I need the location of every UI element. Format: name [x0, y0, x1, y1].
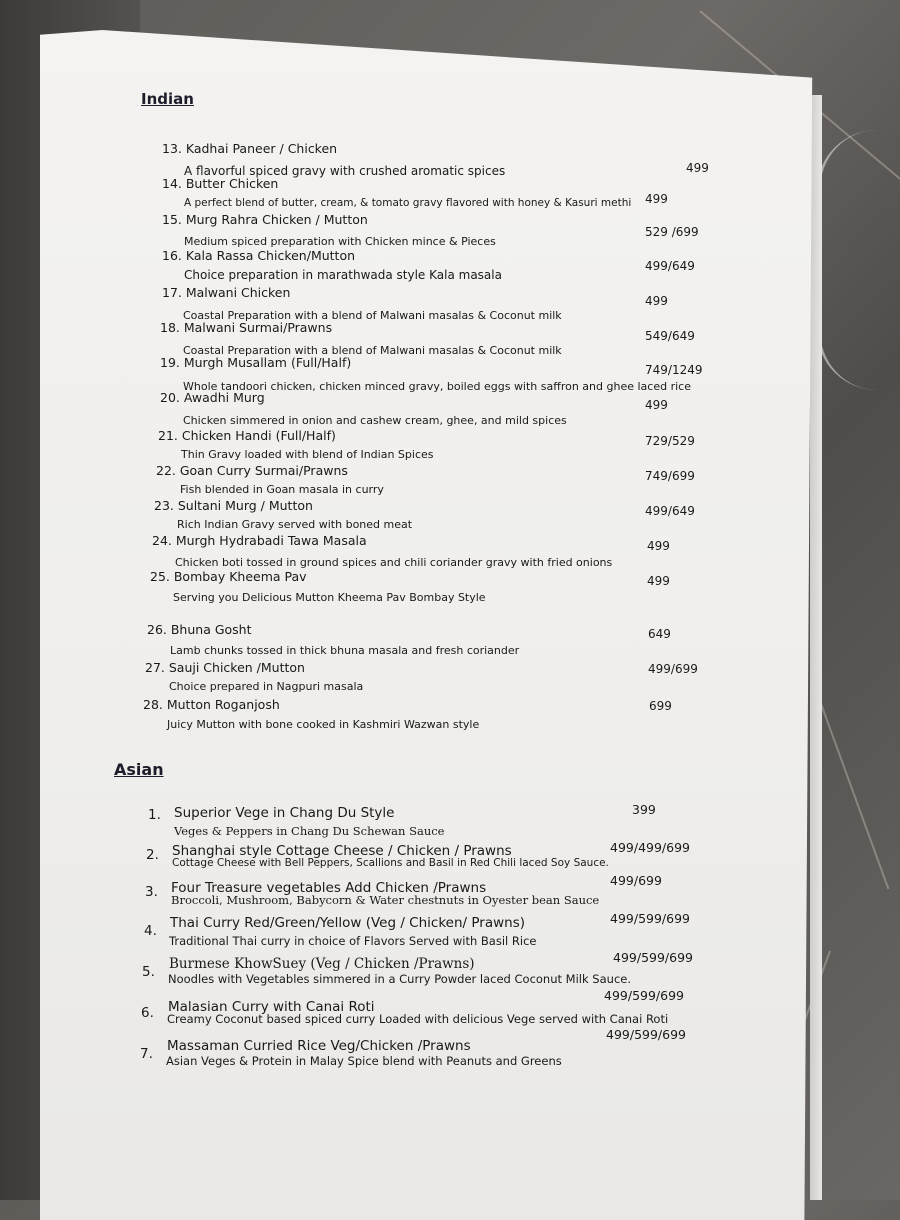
item-description: Chicken boti tossed in ground spices and chili coriander gravy with fried onions [175, 556, 613, 569]
item-description: Whole tandoori chicken, chicken minced gravy, boiled eggs with saffron and ghee laced rice [183, 380, 691, 393]
item-description: A perfect blend of butter, cream, & tomato gravy flavored with honey & Kasuri methi [184, 197, 632, 209]
item-name: 19. Murgh Musallam (Full/Half) [160, 355, 352, 370]
item-description: Lamb chunks tossed in thick bhuna masala and fresh coriander [170, 644, 520, 657]
item-description: Choice prepared in Nagpuri masala [169, 680, 364, 693]
item-description: Asian Veges & Protein in Malay Spice blend with Peanuts and Greens [166, 1054, 562, 1068]
item-name: 23. Sultani Murg / Mutton [154, 498, 313, 513]
item-price: 499/599/699 [610, 911, 690, 926]
item-price: 749/699 [645, 469, 695, 483]
item-price: 549/649 [645, 329, 695, 343]
item-name: Thai Curry Red/Green/Yellow (Veg / Chicken/ Prawns) [170, 915, 526, 931]
item-price: 499/599/699 [606, 1027, 686, 1042]
item-name: Burmese KhowSuey (Veg / Chicken /Prawns) [169, 956, 475, 972]
item-price: 499/699 [648, 662, 698, 676]
item-price: 499/649 [645, 504, 695, 518]
item-price: 499/599/699 [613, 950, 693, 965]
item-number: 5. [142, 964, 155, 980]
item-number: 1. [148, 807, 161, 823]
item-number: 2. [146, 847, 159, 863]
item-price: 499 [645, 398, 668, 412]
item-description: Broccoli, Mushroom, Babycorn & Water chestnuts in Oyester bean Sauce [171, 893, 600, 907]
item-number: 3. [145, 884, 158, 900]
item-name: Malasian Curry with Canai Roti [168, 999, 375, 1015]
item-name: 17. Malwani Chicken [162, 285, 291, 300]
item-name: 16. Kala Rassa Chicken/Mutton [162, 248, 356, 263]
item-name: Four Treasure vegetables Add Chicken /Prawns [171, 880, 487, 896]
item-price: 729/529 [645, 434, 695, 448]
item-name: 14. Butter Chicken [162, 176, 279, 191]
item-price: 499/699 [610, 873, 662, 888]
item-price: 499 [645, 294, 668, 308]
item-description: Fish blended in Goan masala in curry [180, 483, 384, 496]
item-name: Shanghai style Cottage Cheese / Chicken / Prawns [172, 843, 512, 859]
item-price: 499 [647, 574, 670, 588]
item-name: 25. Bombay Kheema Pav [150, 569, 307, 584]
item-price: 529 /699 [645, 225, 699, 239]
item-description: Creamy Coconut based spiced curry Loaded with delicious Vege served with Canai Roti [167, 1012, 669, 1026]
item-description: Coastal Preparation with a blend of Malwani masalas & Coconut milk [183, 344, 562, 357]
item-price: 499/499/699 [610, 840, 690, 855]
section-title-asian: Asian [114, 760, 164, 779]
item-description: Rich Indian Gravy served with boned meat [177, 518, 413, 531]
item-name: 13. Kadhai Paneer / Chicken [162, 141, 338, 156]
item-price: 749/1249 [645, 363, 703, 377]
item-description: Chicken simmered in onion and cashew cream, ghee, and mild spices [183, 414, 567, 427]
item-name: Superior Vege in Chang Du Style [174, 805, 395, 821]
item-price: 699 [649, 699, 672, 713]
item-name: 28. Mutton Roganjosh [143, 697, 280, 712]
item-description: Thin Gravy loaded with blend of Indian Spices [181, 448, 434, 461]
item-name: Massaman Curried Rice Veg/Chicken /Prawns [167, 1038, 471, 1054]
item-name: 18. Malwani Surmai/Prawns [160, 320, 333, 335]
item-name: 22. Goan Curry Surmai/Prawns [156, 463, 348, 478]
item-description: Serving you Delicious Mutton Kheema Pav Bombay Style [173, 591, 486, 604]
item-description: Choice preparation in marathwada style Kala masala [184, 268, 502, 282]
section-title-indian: Indian [141, 90, 194, 108]
item-name: 20. Awadhi Murg [160, 390, 265, 405]
item-description: Coastal Preparation with a blend of Malwani masalas & Coconut milk [183, 309, 562, 322]
item-description: Medium spiced preparation with Chicken mince & Pieces [184, 235, 496, 248]
item-description: Noodles with Vegetables simmered in a Curry Powder laced Coconut Milk Sauce. [168, 972, 631, 986]
item-description: Veges & Peppers in Chang Du Schewan Sauce [174, 824, 445, 838]
item-price: 499 [686, 161, 709, 175]
item-description: Cottage Cheese with Bell Peppers, Scallions and Basil in Red Chili laced Soy Sauce. [172, 857, 609, 869]
item-description: A flavorful spiced gravy with crushed aromatic spices [184, 164, 506, 178]
item-price: 649 [648, 627, 671, 641]
item-description: Juicy Mutton with bone cooked in Kashmiri Wazwan style [167, 718, 480, 731]
item-name: 26. Bhuna Gosht [147, 622, 252, 637]
item-price: 499/649 [645, 259, 695, 273]
item-name: 21. Chicken Handi (Full/Half) [158, 428, 336, 443]
item-price: 399 [632, 802, 656, 817]
item-name: 27. Sauji Chicken /Mutton [145, 660, 305, 675]
item-number: 4. [144, 923, 157, 939]
item-number: 6. [141, 1005, 154, 1021]
item-price: 499/599/699 [604, 988, 684, 1003]
item-price: 499 [645, 192, 668, 206]
item-number: 7. [140, 1046, 153, 1062]
item-name: 24. Murgh Hydrabadi Tawa Masala [152, 533, 367, 548]
item-price: 499 [647, 539, 670, 553]
item-name: 15. Murg Rahra Chicken / Mutton [162, 212, 368, 227]
item-description: Traditional Thai curry in choice of Flavors Served with Basil Rice [169, 934, 537, 948]
